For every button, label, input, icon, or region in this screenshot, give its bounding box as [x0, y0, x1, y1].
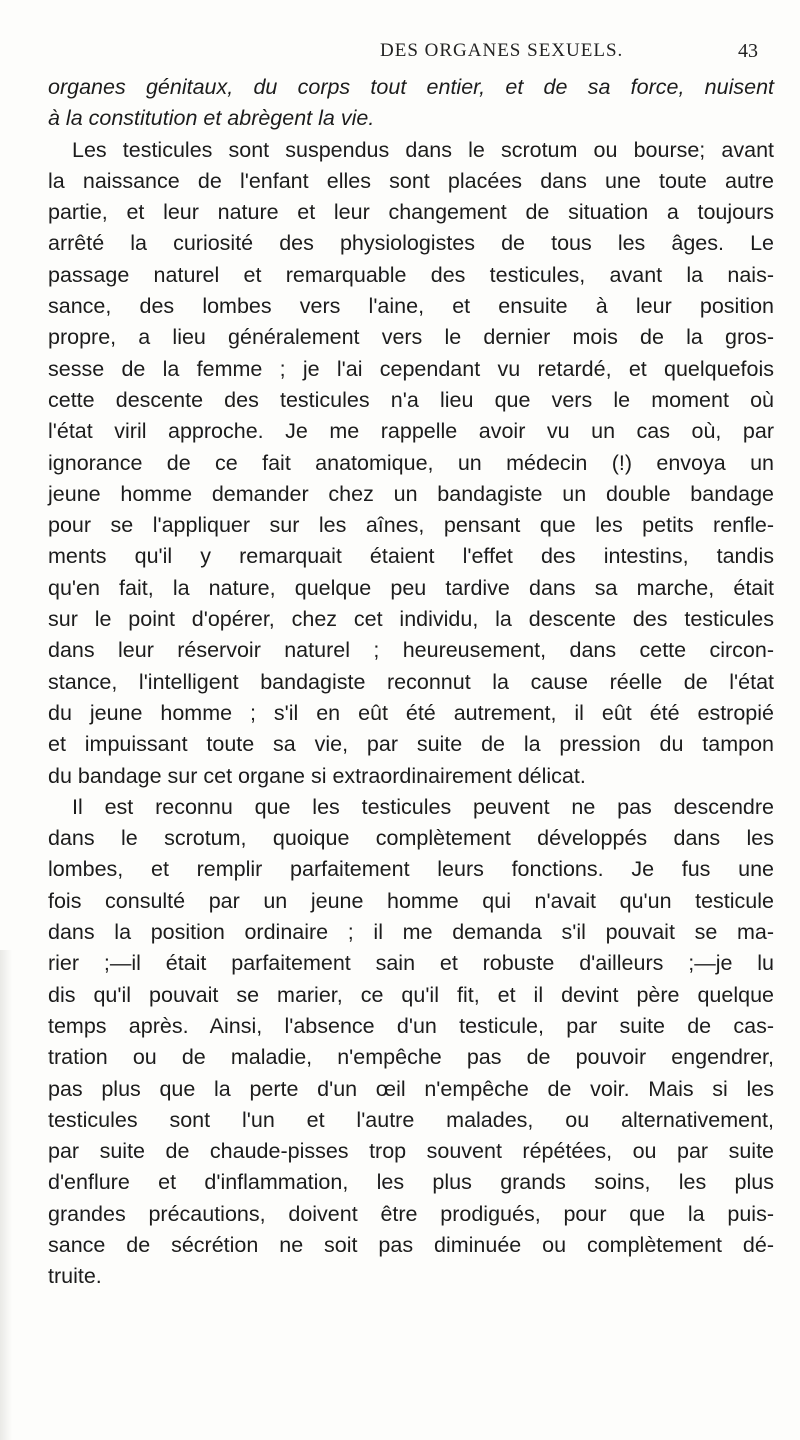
text-line: sance de sécrétion ne soit pas diminuée ou complètement dé-	[48, 1232, 774, 1257]
text-line: temps après. Ainsi, l'absence d'un testicule, par suite de cas-	[48, 1013, 774, 1038]
text-line: Il est reconnu que les testicules peuvent ne pas descendre	[72, 794, 774, 819]
text-line: ments qu'il y remarquait étaient l'effet des intestins, tandis	[48, 544, 774, 569]
text-line: et impuissant toute sa vie, par suite de la pression du tampon	[48, 732, 774, 757]
text-line: fois consulté par un jeune homme qui n'avait qu'un testicule	[48, 888, 774, 913]
running-head: DES ORGANES SEXUELS.	[380, 40, 624, 61]
text-line: jeune homme demander chez un bandagiste un double bandage	[48, 481, 774, 506]
text-line: sance, des lombes vers l'aine, et ensuite à leur position	[48, 294, 774, 319]
text-line: passage naturel et remarquable des testicules, avant la nais-	[48, 262, 774, 287]
text-line: dans le scrotum, quoique complètement développés dans les	[48, 826, 774, 851]
text-line: sur le point d'opérer, chez cet individu, la descente des testicules	[48, 607, 774, 632]
text-line: partie, et leur nature et leur changement de situation a toujours	[48, 200, 774, 225]
text-line: cette descente des testicules n'a lieu que vers le moment où	[48, 387, 774, 412]
text-line: du bandage sur cet organe si extraordinairement délicat.	[48, 763, 586, 788]
text-line: sesse de la femme ; je l'ai cependant vu retardé, et quelquefois	[48, 356, 774, 381]
text-line: testicules sont l'un et l'autre malades, ou alternativement,	[48, 1107, 774, 1132]
text-line: la naissance de l'enfant elles sont placées dans une toute autre	[48, 168, 774, 193]
text-line: ignorance de ce fait anatomique, un médecin (!) envoya un	[48, 450, 774, 475]
text-line: qu'en fait, la nature, quelque peu tardive dans sa marche, était	[48, 575, 774, 600]
page-number: 43	[738, 40, 758, 62]
text-line: l'état viril approche. Je me rappelle avoir vu un cas où, par	[48, 419, 774, 444]
text-line: pour se l'appliquer sur les aînes, pensant que les petits renfle-	[48, 513, 774, 538]
text-line: Les testicules sont suspendus dans le scrotum ou bourse; avant	[72, 137, 774, 162]
text-line: truite.	[48, 1264, 102, 1289]
text-line: propre, a lieu généralement vers le dernier mois de la gros-	[48, 325, 774, 350]
text-line: arrêté la curiosité des physiologistes de tous les âges. Le	[48, 231, 774, 256]
text-line: rier ;—il était parfaitement sain et robuste d'ailleurs ;—je lu	[48, 951, 774, 976]
text-line: pas plus que la perte d'un œil n'empêche de voir. Mais si les	[48, 1076, 774, 1101]
text-line: grandes précautions, doivent être prodigués, pour que la puis-	[48, 1201, 774, 1226]
text-line: organes génitaux, du corps tout entier, et de sa force, nuisent	[48, 75, 774, 99]
text-line: lombes, et remplir parfaitement leurs fonctions. Je fus une	[48, 857, 774, 882]
text-line: stance, l'intelligent bandagiste reconnut la cause réelle de l'état	[48, 669, 774, 694]
text-line: dans leur réservoir naturel ; heureusement, dans cette circon-	[48, 638, 774, 663]
text-line: à la constitution et abrègent la vie.	[48, 106, 375, 131]
text-line: par suite de chaude-pisses trop souvent répétées, ou par suite	[48, 1139, 774, 1164]
body-text	[0, 72, 800, 1293]
text-line: tration ou de maladie, n'empêche pas de pouvoir engendrer,	[48, 1045, 774, 1070]
text-line: dis qu'il pouvait se marier, ce qu'il fit, et il devint père quelque	[48, 982, 774, 1007]
text-line: dans la position ordinaire ; il me demanda s'il pouvait se ma-	[48, 920, 774, 945]
text-line: d'enflure et d'inflammation, les plus grands soins, les plus	[48, 1170, 774, 1195]
text-line: du jeune homme ; s'il en eût été autrement, il eût été estropié	[48, 700, 774, 725]
